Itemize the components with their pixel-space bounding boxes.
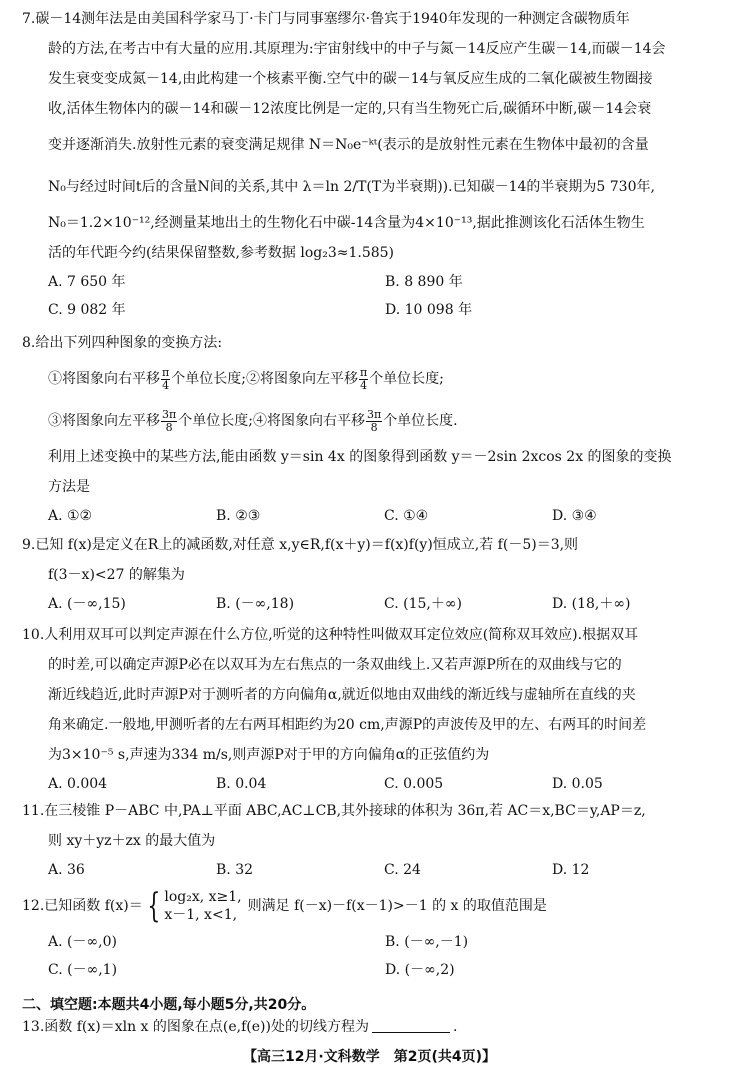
q10-line: 的时差,可以确定声源P必在以双耳为左右焦点的一条双曲线上.又若声源P所在的双曲线与它的 bbox=[48, 657, 622, 673]
page-footer: 【高三12月·文科数学 第2页(共4页)】 bbox=[242, 1049, 497, 1065]
q7-options-row bbox=[22, 296, 722, 324]
q9-option-b[interactable]: B. (－∞,18) bbox=[216, 596, 295, 612]
q11-option-d[interactable]: D. 12 bbox=[552, 862, 590, 878]
q8-option-b[interactable]: B. ②③ bbox=[216, 508, 261, 524]
q8-options-row bbox=[22, 502, 722, 530]
section-fill-in-heading: 二、填空题:本题共4小题,每小题5分,共20分。 bbox=[22, 997, 316, 1013]
q9-line: f(3－x)<27 的解集为 bbox=[48, 567, 185, 583]
fraction: $\frac{\pi}{4}$ bbox=[359, 365, 368, 392]
q7-options-row bbox=[22, 268, 722, 296]
q12-line: 12.已知函数 f(x)＝ { log₂x, x≥1, x－1, x<1, 则满足 f(－x)－f(x－1)>－1 的 x 的取值范围是 bbox=[22, 886, 547, 926]
q9-option-c[interactable]: C. (15,＋∞) bbox=[384, 596, 462, 612]
q7-line: 活的年代距今约(结果保留整数,参考数据 log₂3≈1.585) bbox=[48, 245, 395, 261]
question-12 bbox=[22, 884, 722, 984]
q7-line: N₀与经过时间t后的含量N间的关系,其中 λ＝ln 2/T(T为半衰期)).已知碳－14的半衰期为5 730年, bbox=[48, 179, 655, 195]
answer-blank[interactable] bbox=[372, 1018, 450, 1033]
question-10 bbox=[22, 620, 722, 798]
q8-transform-line-1: ①将图象向右平移 $\frac{\pi}{4}$ 个单位长度;②将图象向左平移 $\frac{\pi}{4}$ 个单位长度; bbox=[48, 365, 444, 392]
q12-options-row bbox=[22, 956, 722, 984]
q11-option-a[interactable]: A. 36 bbox=[48, 862, 85, 878]
piecewise-cases: log₂x, x≥1, x－1, x<1, bbox=[164, 889, 242, 923]
q10-line: 角来确定.一般地,甲测听者的左右两耳相距约为20 cm,声源P的声波传及甲的左、右两耳的时间差 bbox=[48, 717, 647, 733]
fraction: $\frac{3\pi}{8}$ bbox=[162, 407, 177, 434]
question-11 bbox=[22, 796, 722, 884]
q12-option-d[interactable]: D. (－∞,2) bbox=[385, 962, 455, 978]
q12-options-row bbox=[22, 928, 722, 956]
q7-option-a[interactable]: A. 7 650 年 bbox=[48, 274, 126, 290]
q10-option-d[interactable]: D. 0.05 bbox=[552, 776, 603, 792]
q10-line: 渐近线趋近,此时声源P对于测听者的方向偏角α,就近似地由双曲线的渐近线与虚轴所在直线的夹 bbox=[48, 687, 636, 703]
q7-option-c[interactable]: C. 9 082 年 bbox=[48, 302, 126, 318]
q8-line: 方法是 bbox=[48, 479, 90, 495]
q10-line: 10.人利用双耳可以判定声源在什么方位,听觉的这种特性叫做双耳定位效应(简称双耳效应).根据双耳 bbox=[22, 627, 639, 643]
q9-options-row bbox=[22, 590, 722, 618]
q8-line: 利用上述变换中的某些方法,能由函数 y＝sin 4x 的图象得到函数 y＝－2sin 2xcos 2x 的图象的变换 bbox=[48, 449, 672, 465]
fraction: $\frac{3\pi}{8}$ bbox=[366, 407, 382, 434]
question-9 bbox=[22, 530, 722, 618]
q9-line: 9.已知 f(x)是定义在R上的减函数,对任意 x,y∈R,f(x＋y)＝f(x)f(y)恒成立,若 f(－5)＝3,则 bbox=[22, 537, 579, 553]
q11-option-b[interactable]: B. 32 bbox=[216, 862, 254, 878]
q10-option-a[interactable]: A. 0.004 bbox=[48, 776, 108, 792]
q7-line: 7.碳－14测年法是由美国科学家马丁·卡门与同事塞缪尔·鲁宾于1940年发现的一种测定含碳物质年 bbox=[22, 11, 630, 27]
q8-option-c[interactable]: C. ①④ bbox=[384, 508, 429, 524]
q7-line: N₀＝1.2×10⁻¹²,经测量某地出土的生物化石中碳-14含量为4×10⁻¹³,据此推测该化石活体生物生 bbox=[48, 215, 645, 231]
fraction: $\frac{\pi}{4}$ bbox=[162, 365, 170, 392]
q7-line: 变并逐渐消失.放射性元素的衰变满足规律 N＝N₀e⁻ᵏᵗ(表示的是放射性元素在生物体中最初的含量 bbox=[48, 137, 649, 153]
q10-options-row bbox=[22, 770, 722, 798]
q10-line: 为3×10⁻⁵ s,声速为334 m/s,则声源P对于甲的方向偏角α的正弦值约为 bbox=[48, 747, 490, 763]
q8-line: 8.给出下列四种图象的变换方法: bbox=[22, 335, 223, 351]
q7-option-d[interactable]: D. 10 098 年 bbox=[385, 302, 473, 318]
q8-option-a[interactable]: A. ①② bbox=[48, 508, 93, 524]
q11-line: 11.在三棱锥 P－ABC 中,PA⊥平面 ABC,AC⊥CB,其外接球的体积为 36π,若 AC＝x,BC＝y,AP＝z, bbox=[22, 803, 646, 819]
q8-transform-line-2: ③将图象向左平移 $\frac{3\pi}{8}$ 个单位长度;④将图象向右平移 $\frac{3\pi}{8}$ 个单位长度. bbox=[48, 407, 458, 434]
q11-option-c[interactable]: C. 24 bbox=[384, 862, 421, 878]
q8-option-d[interactable]: D. ③④ bbox=[552, 508, 597, 524]
question-13 bbox=[22, 1014, 722, 1040]
q10-option-c[interactable]: C. 0.005 bbox=[384, 776, 444, 792]
q11-line: 则 xy＋yz＋zx 的最大值为 bbox=[48, 833, 216, 849]
q12-option-c[interactable]: C. (－∞,1) bbox=[48, 962, 118, 978]
q7-line: 龄的方法,在考古中有大量的应用.其原理为:宇宙射线中的中子与氮－14反应产生碳－14,而碳－14会 bbox=[48, 41, 666, 57]
q7-line: 发生衰变变成氮－14,由此构建一个核素平衡.空气中的碳－14与氧反应生成的二氧化碳被生物圈接 bbox=[48, 71, 653, 87]
left-brace: { bbox=[147, 886, 161, 926]
q9-option-d[interactable]: D. (18,＋∞) bbox=[552, 596, 631, 612]
q7-line: 收,活体生物体内的碳－14和碳－12浓度比例是一定的,只有当生物死亡后,碳循环中断,碳－14会衰 bbox=[48, 101, 652, 117]
q12-option-a[interactable]: A. (－∞,0) bbox=[48, 934, 117, 950]
q7-option-b[interactable]: B. 8 890 年 bbox=[385, 274, 463, 290]
question-7 bbox=[22, 4, 722, 324]
q9-option-a[interactable]: A. (－∞,15) bbox=[48, 596, 126, 612]
question-8 bbox=[22, 328, 722, 530]
q13-line: 13.函数 f(x)＝xln x 的图象在点(e,f(e))处的切线方程为 . bbox=[22, 1019, 458, 1035]
q11-options-row bbox=[22, 856, 722, 884]
q12-option-b[interactable]: B. (－∞,－1) bbox=[385, 934, 469, 950]
q10-option-b[interactable]: B. 0.04 bbox=[216, 776, 267, 792]
